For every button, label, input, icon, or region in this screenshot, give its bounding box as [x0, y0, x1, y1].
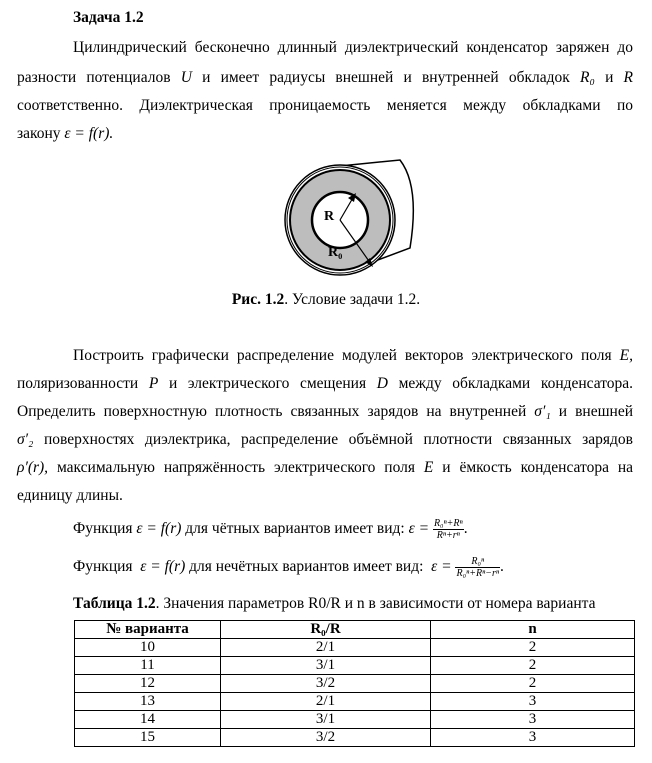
table-cell: 3 [431, 693, 635, 711]
table-cell: 10 [75, 639, 221, 657]
table-cell: 13 [75, 693, 221, 711]
table-cell: 14 [75, 711, 221, 729]
table-row [75, 693, 635, 711]
header-n: n [431, 621, 635, 639]
task-title: Задача 1.2 [73, 9, 144, 26]
table-cell: 3/1 [221, 711, 431, 729]
table-row [75, 639, 635, 657]
func-odd-fraction: $\frac{\text{R₀ⁿ}}{\text{R₀ⁿ+Rⁿ−rⁿ}}$ [456, 555, 500, 579]
table-cell: 2/1 [221, 693, 431, 711]
capacitor-figure [270, 156, 430, 281]
table-row [75, 675, 635, 693]
table-cell: 3/2 [221, 729, 431, 747]
table-cell: 2 [431, 675, 635, 693]
table-cell: 2/1 [221, 639, 431, 657]
para1-line1: Цилиндрический бесконечно длинный диэлектрический конденсатор заряжен до [73, 39, 633, 56]
para1-line4: закону ε = f(r). [17, 125, 114, 142]
label-r0: R₀ [328, 245, 343, 260]
parameters-table [74, 620, 635, 747]
para2-line1: Построить графически распределение модулей векторов электрического поля E, [73, 347, 633, 364]
para2-line4: σ′₂ поверхностях диэлектрика, распределение объёмной плотности связанных зарядов [17, 431, 633, 448]
label-r: R [324, 209, 335, 224]
table-cell: 3/2 [221, 675, 431, 693]
func-even-fraction: $\frac{\text{R₀ⁿ+Rⁿ}}{\text{Rⁿ+rⁿ}}$ [433, 517, 463, 541]
table-caption: Таблица 1.2. Значения параметров R0/R и n в зависимости от номера варианта [73, 595, 596, 612]
para2-line3: Определить поверхностную плотность связанных зарядов на внутренней σ′₁ и внешней [17, 403, 634, 420]
table-header-row [75, 621, 635, 639]
table-cell: 3 [431, 711, 635, 729]
table-cell: 15 [75, 729, 221, 747]
table-row [75, 657, 635, 675]
func-even: Функция ε = f(r) для чётных вариантов имеет вид: ε = $\frac{\text{R₀ⁿ+Rⁿ}}{\text{Rⁿ+rⁿ}}$ . [73, 517, 468, 541]
table-cell: 2 [431, 639, 635, 657]
para1-line3: соответственно. Диэлектрическая проницаемость меняется между обкладками по [17, 97, 633, 114]
para2-line2: поляризованности P и электрического смещения D между обкладками конденсатора. [17, 375, 634, 392]
table-cell: 12 [75, 675, 221, 693]
para1-line2: разности потенциалов U и имеет радиусы внешней и внутренней обкладок R₀ и R [17, 69, 634, 86]
table-cell: 2 [431, 657, 635, 675]
header-variant: № варианта [75, 621, 221, 639]
table-row [75, 729, 635, 747]
table-row [75, 711, 635, 729]
para2-line6: единицу длины. [17, 487, 123, 504]
table-cell: 3 [431, 729, 635, 747]
para2-line5: ρ′(r), максимальную напряжённость электрического поля E и ёмкость конденсатора на [17, 459, 634, 476]
figure-caption: Рис. 1.2. Условие задачи 1.2. [231, 291, 421, 308]
header-ratio: R₀/R [221, 621, 431, 639]
func-odd: Функция ε = f(r) для нечётных вариантов имеет вид: ε = $\frac{\text{R₀ⁿ}}{\text{R₀ⁿ+Rⁿ−rⁿ}}$ . [73, 555, 504, 579]
table-cell: 11 [75, 657, 221, 675]
table-cell: 3/1 [221, 657, 431, 675]
